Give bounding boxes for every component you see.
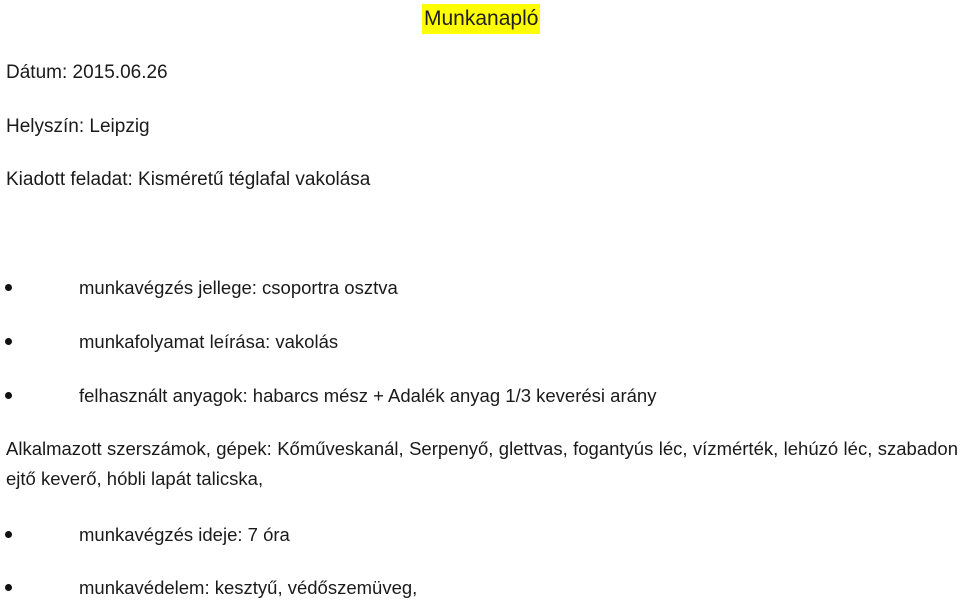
list-item-text: munkavédelem: kesztyű, védőszemüveg, — [79, 577, 418, 598]
bullet-icon — [5, 584, 12, 591]
list-item-text: felhasznált anyagok: habarcs mész + Adalék anyag 1/3 keverési arány — [79, 385, 657, 406]
bullet-icon — [5, 284, 12, 291]
list-item-text: munkavégzés jellege: csoportra osztva — [79, 277, 398, 298]
task-line: Kiadott feladat: Kisméretű téglafal vakolása — [6, 169, 371, 190]
bullet-icon — [5, 392, 12, 399]
list-item — [0, 575, 960, 600]
list-item — [0, 522, 960, 548]
bullet-icon — [5, 338, 12, 345]
list-item-text: munkafolyamat leírása: vakolás — [79, 331, 339, 352]
date-line: Dátum: 2015.06.26 — [6, 62, 168, 83]
tools-paragraph: Alkalmazott szerszámok, gépek: Kőműveskanál, Serpenyő, glettvas, fogantyús léc, vízmérték, lehúzó léc, szabadon ejtő keverő, hóbli lapát talicska, — [6, 438, 958, 489]
list-item — [0, 329, 960, 355]
list-item — [0, 275, 960, 301]
document-title: Munkanapló — [422, 4, 540, 34]
location-line: Helyszín: Leipzig — [6, 116, 150, 137]
list-item-text: munkavégzés ideje: 7 óra — [79, 524, 290, 545]
bullet-icon — [5, 531, 12, 538]
list-item — [0, 383, 960, 409]
